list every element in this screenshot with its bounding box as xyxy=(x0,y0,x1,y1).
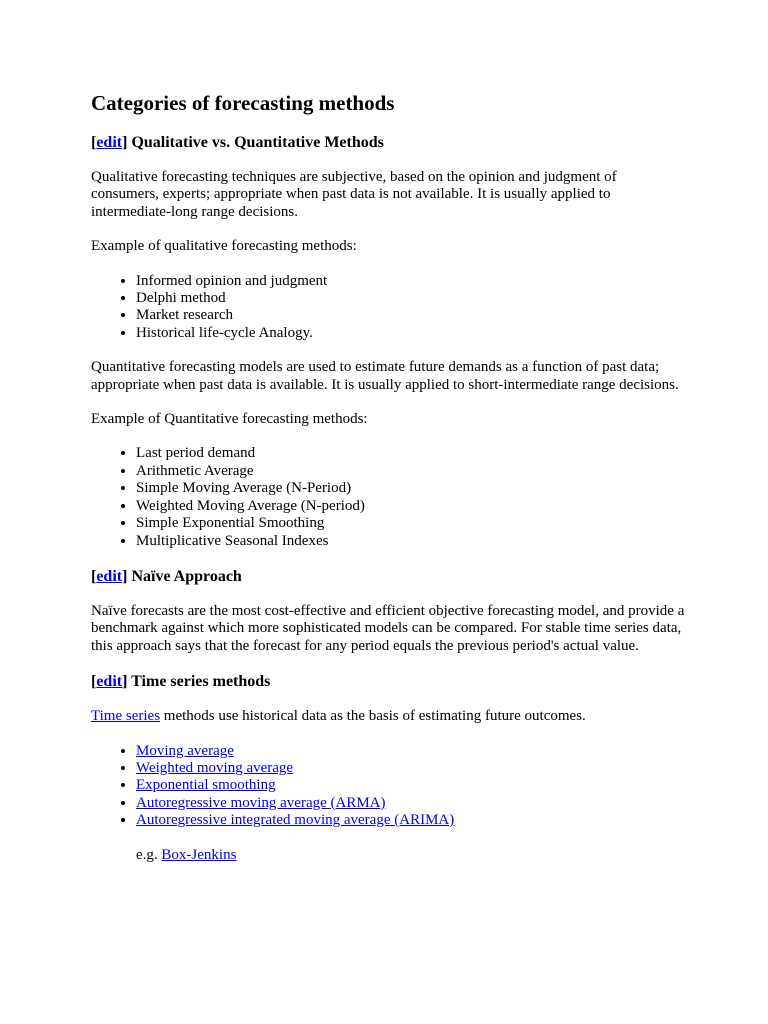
list-item: • Last period demand xyxy=(136,445,688,462)
naive-paragraph: Naïve forecasts are the most cost-effective and efficient objective forecasting model, and provide a benchmark against which more sophisticated models can be compared. For stable time series data, this approach says that the forecast for any period equals the previous period's actual value. xyxy=(91,602,685,654)
time-series-intro xyxy=(91,708,688,725)
quantitative-example-intro: Example of Quantitative forecasting methods: xyxy=(91,411,368,428)
list-item xyxy=(136,795,688,812)
box-jenkins-link[interactable]: Box-Jenkins xyxy=(161,846,237,863)
list-item: • Simple Exponential Smoothing xyxy=(136,515,688,532)
list-item: • Delphi method xyxy=(136,290,688,307)
quantitative-paragraph: Quantitative forecasting models are used to estimate future demands as a function of past data; appropriate when past data is available. It is usually applied to short-intermediate range decisions. xyxy=(91,359,679,393)
section-heading-naive: [edit] Naïve Approach xyxy=(91,567,242,585)
section-heading-naive-text: Naïve Approach xyxy=(131,567,242,585)
qualitative-paragraph: Qualitative forecasting techniques are subjective, based on the opinion and judgment of consumers, experts; appropriate when past data is not available. It is usually applied to intermediate-long range decisions. xyxy=(91,169,617,220)
list-item xyxy=(136,812,688,829)
arima-link[interactable]: Autoregressive integrated moving average (ARIMA) xyxy=(136,812,455,829)
edit-link[interactable]: edit xyxy=(96,567,123,585)
section-heading-qual-quant: [edit] Qualitative vs. Quantitative Methods xyxy=(91,134,384,151)
list-item: • Market research xyxy=(136,307,688,324)
section-heading-qual-quant-text: Qualitative vs. Quantitative Methods xyxy=(131,134,384,151)
section-heading-time-series-text: Time series methods xyxy=(131,673,271,691)
list-item: • Simple Moving Average (N-Period) xyxy=(136,480,688,497)
list-item: • Informed opinion and judgment xyxy=(136,273,688,290)
moving-average-link[interactable]: Moving average xyxy=(136,742,234,759)
list-item xyxy=(136,760,688,777)
time-series-methods-list xyxy=(91,743,688,830)
page-title: Categories of forecasting methods xyxy=(91,91,395,115)
list-item: • Multiplicative Seasonal Indexes xyxy=(136,533,688,550)
list-item xyxy=(136,743,688,760)
edit-link[interactable]: edit xyxy=(96,134,123,151)
time-series-link[interactable]: Time series xyxy=(91,708,161,725)
list-item: • Arithmetic Average xyxy=(136,463,688,480)
example-line xyxy=(136,847,688,864)
list-item: • Weighted Moving Average (N-period) xyxy=(136,498,688,515)
arma-link[interactable]: Autoregressive moving average (ARMA) xyxy=(136,794,386,811)
quantitative-methods-list xyxy=(91,445,688,549)
edit-link[interactable]: edit xyxy=(96,673,123,691)
exponential-smoothing-link[interactable]: Exponential smoothing xyxy=(136,777,276,794)
list-item xyxy=(136,777,688,794)
list-item: • Historical life-cycle Analogy. xyxy=(136,325,688,342)
qualitative-methods-list xyxy=(91,273,688,343)
time-series-intro-text: methods use historical data as the basis of estimating future outcomes. xyxy=(160,708,586,725)
weighted-moving-average-link[interactable]: Weighted moving average xyxy=(136,759,294,776)
section-heading-time-series: [edit] Time series methods xyxy=(91,673,271,691)
example-prefix: e.g. xyxy=(136,846,162,863)
qualitative-example-intro: Example of qualitative forecasting methods: xyxy=(91,238,357,255)
